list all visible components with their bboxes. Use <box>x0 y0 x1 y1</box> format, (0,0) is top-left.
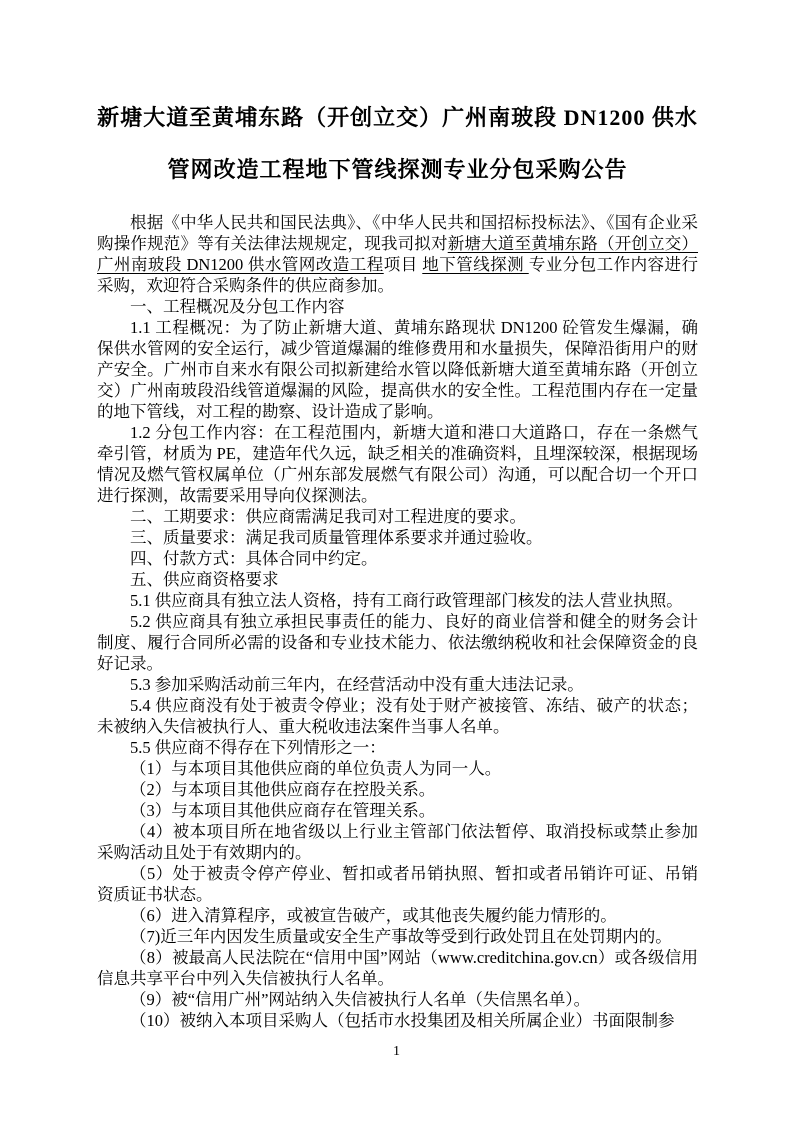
text-segment: （6）进入清算程序，或被宣告破产，或其他丧失履约能力情形的。 <box>130 906 617 925</box>
text-segment: （8）被最高人民法院在“信用中国”网站（www.creditchina.gov.cn）或各级信用信息共享平台中列入失信被执行人名单。 <box>97 948 698 988</box>
text-segment: （1）与本项目其他供应商的单位负责人为同一人。 <box>130 759 502 778</box>
text-segment: （4）被本项目所在地省级以上行业主管部门依法暂停、取消投标或禁止参加采购活动且处于有效期内的。 <box>97 822 698 862</box>
text-segment: （10）被纳入本项目采购人（包括市水投集团及相关所属企业）书面限制参 <box>130 1011 675 1030</box>
text-segment: （5）处于被责令停产停业、暂扣或者吊销执照、暂扣或者吊销许可证、吊销资质证书状态。 <box>97 864 698 904</box>
underlined-text: 新塘大道至黄埔东路（开创立交）广州南玻段 DN1200 供水管网改造工程 <box>97 234 699 274</box>
paragraph <box>97 611 698 674</box>
paragraph <box>97 695 698 737</box>
paragraph <box>97 590 698 611</box>
text-segment: 四、付款方式：具体合同中约定。 <box>130 549 378 568</box>
paragraph <box>97 758 698 779</box>
paragraph <box>97 212 698 296</box>
text-segment: （9）被“信用广州”网站纳入失信被执行人名单（失信黑名单）。 <box>130 990 591 1009</box>
paragraph <box>97 296 698 317</box>
paragraph <box>97 422 698 506</box>
paragraph <box>97 317 698 422</box>
text-segment: 5.2 供应商具有独立承担民事责任的能力、良好的商业信誉和健全的财务会计制度、履行合同所必需的设备和专业技术能力、依法缴纳税收和社会保障资金的良好记录。 <box>97 612 698 673</box>
text-segment: 三、质量要求：满足我司质量管理体系要求并通过验收。 <box>130 528 543 547</box>
paragraph <box>97 800 698 821</box>
document-title <box>97 92 698 196</box>
text-segment: 1.2 分包工作内容：在工程范围内，新塘大道和港口大道路口，存在一条燃气牵引管，材质为 PE，建造年代久远，缺乏相关的准确资料，且埋深较深，根据现场情况及燃气管权属单位（广州东部发展燃气有限公司）沟通，可以配合切一个开口进行探测，故需要采用导向仪探测法。 <box>97 423 698 505</box>
text-segment: 5.4 供应商没有处于被责令停业；没有处于财产被接管、冻结、破产的状态；未被纳入失信被执行人、重大税收违法案件当事人名单。 <box>97 696 698 736</box>
title-line: 新塘大道至黄埔东路（开创立交）广州南玻段 DN1200 供水 <box>97 105 698 130</box>
text-segment: 5.5 供应商不得存在下列情形之一： <box>130 738 386 757</box>
paragraph <box>97 863 698 905</box>
paragraph <box>97 905 698 926</box>
text-segment: 专业分包工作内容进行采购，欢迎符合采购条件的供应商参加。 <box>97 255 699 295</box>
text-segment: （7)近三年内因发生质量或安全生产事故等受到行政处罚且在处罚期内的。 <box>130 927 672 946</box>
paragraph <box>97 779 698 800</box>
paragraph <box>97 506 698 527</box>
document-body <box>97 212 698 1031</box>
paragraph <box>97 947 698 989</box>
title-line: 管网改造工程地下管线探测专业分包采购公告 <box>167 157 628 182</box>
text-segment: （3）与本项目其他供应商存在管理关系。 <box>130 801 436 820</box>
paragraph <box>97 737 698 758</box>
text-segment: 根据《中华人民共和国民法典》、《中华人民共和国招标投标法》、《国有企业采购操作规范》等有关法律法规规定，现我司拟对 <box>97 213 698 253</box>
paragraph <box>97 569 698 590</box>
paragraph <box>97 674 698 695</box>
text-segment: 二、工期要求：供应商需满足我司对工程进度的要求。 <box>130 507 526 526</box>
page-number: 1 <box>393 1044 400 1059</box>
text-segment: （2）与本项目其他供应商存在控股关系。 <box>130 780 436 799</box>
paragraph <box>97 989 698 1010</box>
text-segment: 5.1 供应商具有独立法人资格，持有工商行政管理部门核发的法人营业执照。 <box>130 591 683 610</box>
paragraph <box>97 527 698 548</box>
paragraph <box>97 926 698 947</box>
text-segment: 五、供应商资格要求 <box>130 570 279 589</box>
text-segment: 1.1 工程概况：为了防止新塘大道、黄埔东路现状 DN1200 砼管发生爆漏，确保供水管网的安全运行，减少管道爆漏的维修费用和水量损失，保障沿街用户的财产安全。广州市自来水有限公司拟新建给水管以降低新塘大道至黄埔东路（开创立交）广州南玻段沿线管道爆漏的风险，提高供水的安全性。工程范围内存在一定量的地下管线，对工程的勘察、设计造成了影响。 <box>97 318 698 421</box>
underlined-text: 地下管线探测 <box>422 255 529 274</box>
paragraph <box>97 548 698 569</box>
text-segment: 5.3 参加采购活动前三年内，在经营活动中没有重大违法记录。 <box>130 675 584 694</box>
text-segment: 项目 <box>383 255 423 274</box>
text-segment: 一、工程概况及分包工作内容 <box>130 297 345 316</box>
paragraph <box>97 1010 698 1031</box>
paragraph <box>97 821 698 863</box>
